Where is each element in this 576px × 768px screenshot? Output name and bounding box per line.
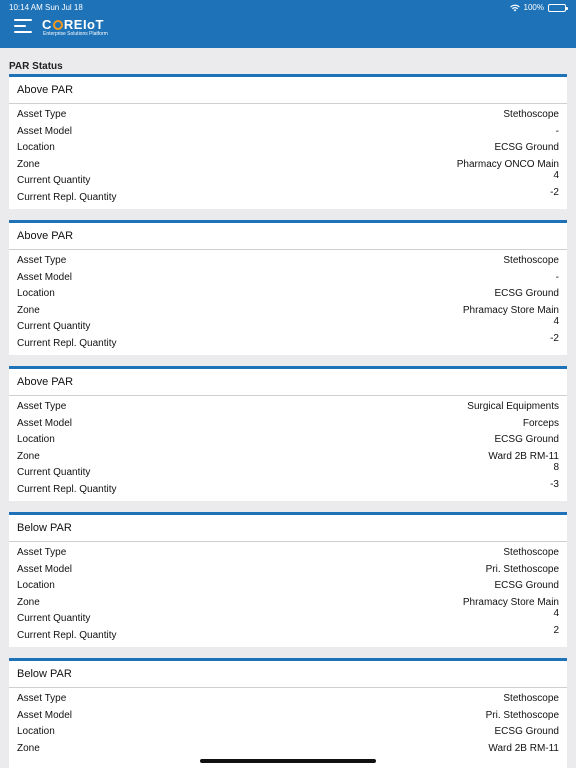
par-card[interactable] — [9, 366, 567, 501]
par-card-status: Above PAR — [9, 369, 567, 396]
coreiot-logo — [42, 18, 108, 38]
section-title: PAR Status — [9, 61, 63, 72]
par-card-status: Below PAR — [9, 515, 567, 542]
battery-percent: 100% — [523, 3, 544, 12]
row-location: Location ECSG Ground — [17, 726, 559, 737]
par-card[interactable] — [9, 512, 567, 647]
par-card-status: Below PAR — [9, 661, 567, 688]
status-bar — [0, 0, 576, 14]
row-asset-model: Asset Model - — [17, 125, 559, 137]
home-indicator[interactable] — [200, 759, 376, 763]
row-location: Location ECSG Ground — [17, 142, 559, 153]
row-current-repl-quantity: Current Repl. Quantity -3 — [17, 478, 559, 495]
row-asset-model: Asset Model Pri. Stethoscope — [17, 709, 559, 721]
row-zone: Zone Ward 2B RM-11 — [17, 450, 559, 462]
logo-o-icon — [53, 20, 63, 30]
par-card-status: Above PAR — [9, 77, 567, 104]
hamburger-menu-icon[interactable] — [14, 19, 32, 33]
row-current-repl-quantity: Current Repl. Quantity -2 — [17, 332, 559, 349]
row-zone: Zone Pharmacy ONCO Main — [17, 158, 559, 170]
logo-name: C REIoT — [42, 17, 104, 32]
row-current-repl-quantity: Current Repl. Quantity -2 — [17, 186, 559, 203]
status-right — [510, 1, 566, 15]
row-location: Location ECSG Ground — [17, 288, 559, 299]
row-zone: Zone Phramacy Store Main — [17, 304, 559, 316]
row-asset-type: Asset Type Stethoscope — [17, 255, 559, 266]
row-current-quantity: Current Quantity 4 — [17, 170, 559, 186]
battery-icon — [548, 4, 566, 12]
logo-tagline: Enterprise Solutions Platform — [43, 31, 108, 37]
row-zone: Zone Ward 2B RM-11 — [17, 742, 559, 754]
par-card[interactable] — [9, 74, 567, 209]
status-date: Sun Jul 18 — [45, 3, 83, 12]
row-asset-type: Asset Type Stethoscope — [17, 547, 559, 558]
wifi-icon — [510, 4, 520, 12]
row-location: Location ECSG Ground — [17, 434, 559, 445]
row-asset-model: Asset Model - — [17, 271, 559, 283]
row-asset-type: Asset Type Surgical Equipments — [17, 401, 559, 412]
row-current-quantity: Current Quantity 4 — [17, 608, 559, 624]
status-time: 10:14 AM — [9, 3, 43, 12]
row-current-quantity: Current Quantity 8 — [17, 462, 559, 478]
row-asset-type: Asset Type Stethoscope — [17, 109, 559, 120]
row-location: Location ECSG Ground — [17, 580, 559, 591]
row-zone: Zone Phramacy Store Main — [17, 596, 559, 608]
par-card[interactable] — [9, 220, 567, 355]
row-current-repl-quantity: Current Repl. Quantity 2 — [17, 624, 559, 641]
row-current-quantity: Current Quantity 4 — [17, 316, 559, 332]
row-asset-type: Asset Type Stethoscope — [17, 693, 559, 704]
top-app-bar — [0, 0, 576, 48]
par-card-status: Above PAR — [9, 223, 567, 250]
row-asset-model: Asset Model Pri. Stethoscope — [17, 563, 559, 575]
par-card[interactable] — [9, 658, 567, 768]
row-asset-model: Asset Model Forceps — [17, 417, 559, 429]
